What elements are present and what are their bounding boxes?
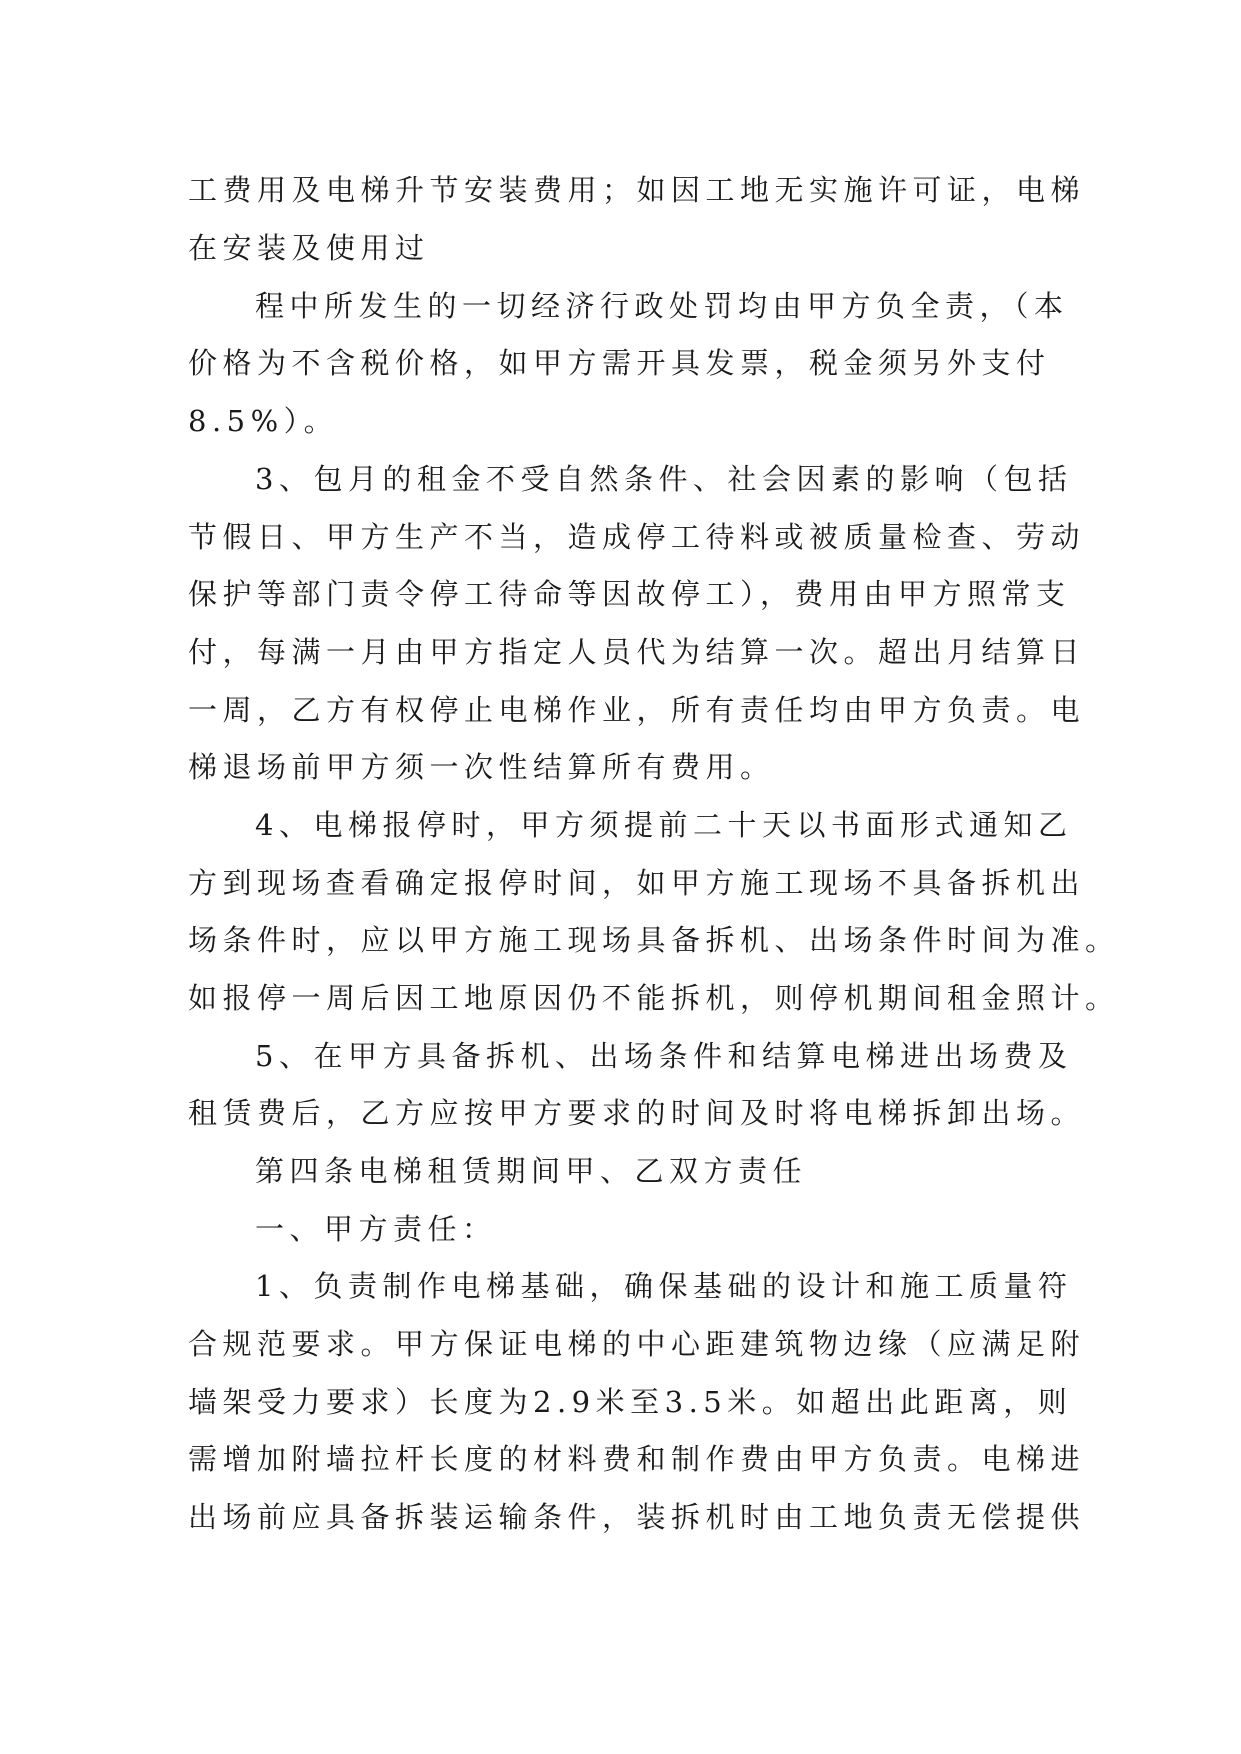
section-heading-article-4: 第四条电梯租赁期间甲、乙双方责任 bbox=[255, 1154, 808, 1188]
text-line-1: 工费用及电梯升节安装费用；如因工地无实施许可证，电梯 bbox=[188, 173, 1086, 207]
text-line-21: 合规范要求。甲方保证电梯的中心距建筑物边缘（应满足附 bbox=[188, 1327, 1086, 1361]
text-line-3: 程中所发生的一切经济行政处罚均由甲方负全责，（本 bbox=[255, 289, 1069, 323]
text-line-4: 价格为不含税价格，如甲方需开具发票，税金须另外支付 bbox=[188, 346, 1051, 380]
text-line-15: 如报停一周后因工地原因仍不能拆机，则停机期间租金照计。 bbox=[188, 981, 1120, 1015]
text-line-11: 梯退场前甲方须一次性结算所有费用。 bbox=[188, 750, 775, 784]
text-line-9: 付，每满一月由甲方指定人员代为结算一次。超出月结算日 bbox=[188, 635, 1086, 669]
text-line-6: 3、包月的租金不受自然条件、社会因素的影响（包括 bbox=[255, 462, 1073, 496]
text-line-5: 8.5%）。 bbox=[188, 404, 339, 438]
text-line-17: 租赁费后，乙方应按甲方要求的时间及时将电梯拆卸出场。 bbox=[188, 1096, 1086, 1130]
text-line-20: 1、负责制作电梯基础，确保基础的设计和施工质量符 bbox=[255, 1269, 1073, 1303]
text-line-22: 墙架受力要求）长度为2.9米至3.5米。如超出此距离，则 bbox=[188, 1385, 1073, 1419]
text-line-8: 保护等部门责令停工待命等因故停工），费用由甲方照常支 bbox=[188, 577, 1071, 611]
text-line-13: 方到现场查看确定报停时间，如甲方施工现场不具备拆机出 bbox=[188, 866, 1086, 900]
text-line-10: 一周，乙方有权停止电梯作业，所有责任均由甲方负责。电 bbox=[188, 693, 1086, 727]
text-line-14: 场条件时，应以甲方施工现场具备拆机、出场条件时间为准。 bbox=[188, 923, 1120, 957]
text-line-7: 节假日、甲方生产不当，造成停工待料或被质量检查、劳动 bbox=[188, 520, 1086, 554]
text-line-12: 4、电梯报停时，甲方须提前二十天以书面形式通知乙 bbox=[255, 808, 1073, 842]
text-line-23: 需增加附墙拉杆长度的材料费和制作费由甲方负责。电梯进 bbox=[188, 1442, 1086, 1476]
text-line-2: 在安装及使用过 bbox=[188, 231, 430, 265]
subheading-party-a-duties: 一、甲方责任： bbox=[255, 1212, 497, 1246]
text-line-16: 5、在甲方具备拆机、出场条件和结算电梯进出场费及 bbox=[255, 1039, 1073, 1073]
text-line-24: 出场前应具备拆装运输条件，装拆机时由工地负责无偿提供 bbox=[188, 1500, 1086, 1534]
